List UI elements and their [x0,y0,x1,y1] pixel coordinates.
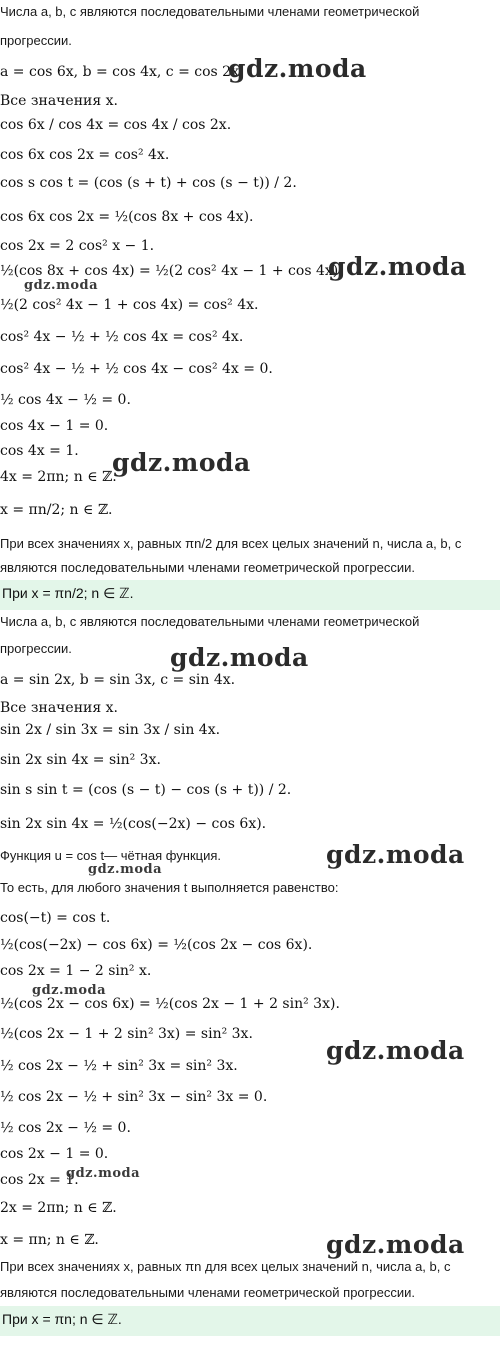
part2-line-13: ½ cos 2x − ½ + sin² 3x = sin² 3x. [0,1058,238,1074]
part2-line-19: x = πn; n ∈ ℤ. [0,1232,99,1248]
part1-line-13: cos 4x = 1. [0,443,79,459]
part2-line-11: ½(cos 2x − cos 6x) = ½(cos 2x − 1 + 2 sin² 3x). [0,996,340,1012]
watermark: gdz.moda [328,252,467,281]
part2-line-1: Все значения x. [0,700,119,716]
part2-line-14: ½ cos 2x − ½ + sin² 3x − sin² 3x = 0. [0,1089,268,1105]
part1-line-15: x = πn/2; n ∈ ℤ. [0,502,113,518]
part1-line-1: Все значения x. [0,93,119,109]
watermark-small: gdz.moda [32,983,107,998]
part2-intro-line1: Числа a, b, c являются последовательными членами геометрической [0,614,420,629]
part1-line-12: cos 4x − 1 = 0. [0,418,109,434]
part1-line-0: a = cos 6x, b = cos 4x, c = cos 2x. [0,64,244,80]
part2-conclusion-line1: При всех значениях x, равных πn для всех целых значений n, числа a, b, c [0,1259,451,1274]
part1-line-6: cos 2x = 2 cos² x − 1. [0,238,155,254]
part2-conclusion-line2: являются последовательными членами геометрической прогрессии. [0,1285,415,1300]
part2-line-4: sin s sin t = (cos (s − t) − cos (s + t)) / 2. [0,782,292,798]
part2-line-5: sin 2x sin 4x = ½(cos(−2x) − cos 6x). [0,816,267,832]
part1-line-4: cos s cos t = (cos (s + t) + cos (s − t)) / 2. [0,175,297,191]
part1-line-14: 4x = 2πn; n ∈ ℤ. [0,469,117,485]
part1-line-3: cos 6x cos 2x = cos² 4x. [0,147,170,163]
part1-line-11: ½ cos 4x − ½ = 0. [0,392,131,408]
part1-intro-line1: Числа a, b, c являются последовательными членами геометрической [0,4,420,19]
part2-line-10: cos 2x = 1 − 2 sin² x. [0,963,152,979]
watermark: gdz.moda [326,1230,465,1259]
watermark-small: gdz.moda [66,1166,141,1181]
part1-line-9: cos² 4x − ½ + ½ cos 4x = cos² 4x. [0,329,244,345]
part1-line-7: ½(cos 8x + cos 4x) = ½(2 cos² 4x − 1 + cos 4x). [0,263,343,279]
part2-line-0: a = sin 2x, b = sin 3x, c = sin 4x. [0,672,236,688]
part2-answer-box [0,1306,500,1336]
part1-intro-line2: прогрессии. [0,33,72,48]
part1-answer-box [0,580,500,610]
part2-line-17: cos 2x = 1. [0,1172,79,1188]
part2-line-3: sin 2x sin 4x = sin² 3x. [0,752,161,768]
part2-line-16: cos 2x − 1 = 0. [0,1146,109,1162]
watermark-small: gdz.moda [24,278,99,293]
part1-conclusion-line1: При всех значениях x, равных πn/2 для всех целых значений n, числа a, b, c [0,536,462,551]
part2-line-2: sin 2x / sin 3x = sin 3x / sin 4x. [0,722,221,738]
part2-answer: При x = πn; n ∈ ℤ. [2,1311,122,1327]
watermark: gdz.moda [326,1036,465,1065]
watermark: gdz.moda [326,840,465,869]
part2-line-18: 2x = 2πn; n ∈ ℤ. [0,1200,117,1216]
part1-line-5: cos 6x cos 2x = ½(cos 8x + cos 4x). [0,209,254,225]
part2-line-15: ½ cos 2x − ½ = 0. [0,1120,131,1136]
part2-line-12: ½(cos 2x − 1 + 2 sin² 3x) = sin² 3x. [0,1026,253,1042]
part1-answer: При x = πn/2; n ∈ ℤ. [2,585,134,601]
part1-conclusion-line2: являются последовательными членами геометрической прогрессии. [0,560,415,575]
watermark: gdz.moda [170,643,309,672]
part2-line-6: Функция u = cos t— чётная функция. [0,848,222,863]
watermark: gdz.moda [228,54,367,83]
part2-line-9: ½(cos(−2x) − cos 6x) = ½(cos 2x − cos 6x). [0,937,313,953]
watermark-small: gdz.moda [88,862,163,877]
part1-line-8: ½(2 cos² 4x − 1 + cos 4x) = cos² 4x. [0,297,259,313]
part2-line-8: cos(−t) = cos t. [0,910,111,926]
part1-line-2: cos 6x / cos 4x = cos 4x / cos 2x. [0,117,232,133]
watermark: gdz.moda [112,448,251,477]
part1-line-10: cos² 4x − ½ + ½ cos 4x − cos² 4x = 0. [0,361,273,377]
part2-intro-line2: прогрессии. [0,641,72,656]
part2-line-7: То есть, для любого значения t выполняется равенство: [0,880,339,895]
